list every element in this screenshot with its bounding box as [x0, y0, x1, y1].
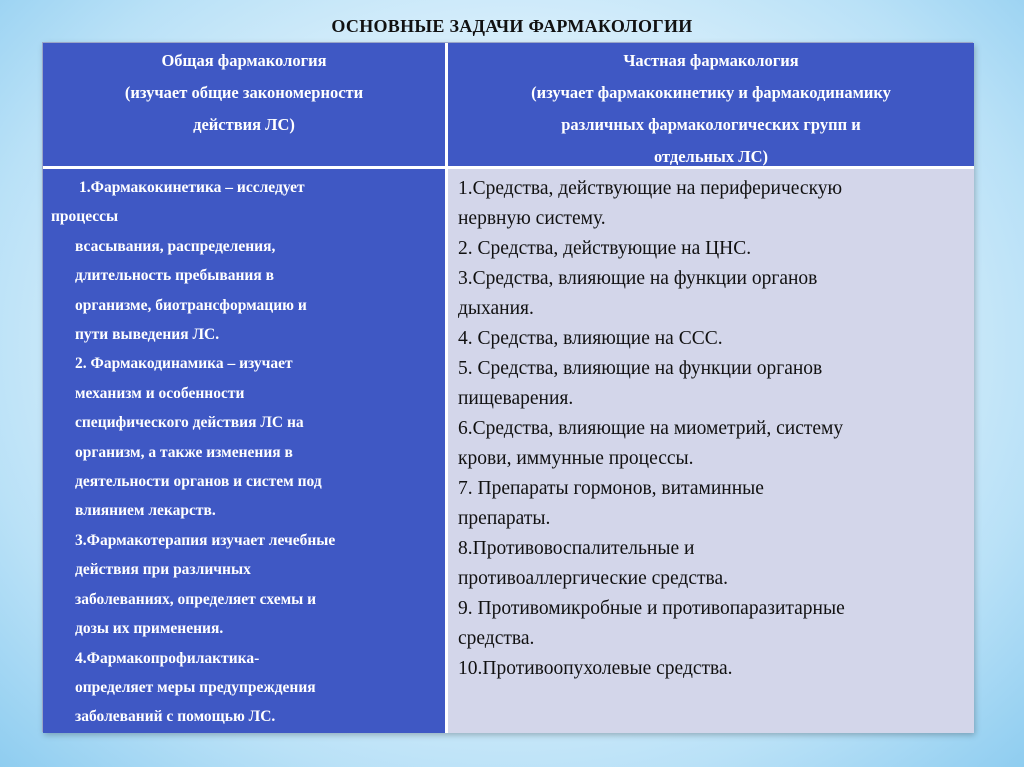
- header-line: действия ЛС): [193, 115, 295, 134]
- group-line: 5. Средства, влияющие на функции органов: [458, 358, 823, 379]
- task-line: 2. Фармакодинамика – изучает: [75, 355, 293, 373]
- slide-title: ОСНОВНЫЕ ЗАДАЧИ ФАРМАКОЛОГИИ: [331, 16, 693, 36]
- task-line: заболеваниях, определяет схемы и: [75, 590, 317, 608]
- header-line: Частная фармакология: [623, 51, 799, 70]
- task-line: организм, а также изменения в: [75, 443, 293, 461]
- general-pharmacology-tasks: [43, 169, 447, 733]
- task-line: 1.Фармакокинетика – исследует: [79, 179, 305, 196]
- task-line: действия при различных: [75, 561, 251, 579]
- group-line: препараты.: [458, 508, 551, 529]
- task-line: 3.Фармакотерапия изучает лечебные: [75, 531, 336, 549]
- header-line: (изучает фармакокинетику и фармакодинамику: [531, 83, 891, 102]
- group-line: 9. Противомикробные и противопаразитарные: [458, 598, 845, 619]
- task-line: длительность пребывания в: [75, 267, 274, 285]
- group-line: 3.Средства, влияющие на функции органов: [458, 268, 818, 289]
- group-line: 2. Средства, действующие на ЦНС.: [458, 238, 752, 259]
- group-line: 8.Противовоспалительные и: [458, 538, 695, 559]
- task-line: 4.Фармакопрофилактика-: [75, 649, 260, 667]
- header-line: отдельных ЛС): [653, 147, 769, 166]
- group-line: 1.Средства, действующие на периферическую: [458, 178, 843, 199]
- group-line: 6.Средства, влияющие на миометрий, систему: [458, 418, 844, 439]
- header-line: (изучает общие закономерности: [124, 83, 364, 102]
- group-line: нервную систему.: [458, 208, 606, 229]
- group-line: пищеварения.: [458, 388, 574, 409]
- general-pharmacology-header: [43, 43, 447, 169]
- task-line: механизм и особенности: [75, 384, 245, 402]
- header-line: Общая фармакология: [161, 51, 327, 70]
- group-line: 4. Средства, влияющие на ССС.: [458, 328, 723, 349]
- group-line: средства.: [458, 628, 535, 649]
- group-line: 7. Препараты гормонов, витаминные: [458, 478, 764, 499]
- task-line: деятельности органов и систем под: [75, 473, 322, 491]
- task-line: определяет меры предупреждения: [75, 678, 316, 696]
- task-line: всасывания, распределения,: [75, 237, 276, 255]
- task-line: специфического действия ЛС на: [75, 414, 304, 432]
- header-line: различных фармакологических групп и: [561, 115, 861, 134]
- task-line: влиянием лекарств.: [75, 502, 216, 520]
- task-line: пути выведения ЛС.: [75, 326, 220, 344]
- special-pharmacology-header: [447, 43, 974, 169]
- pharmacology-table: [42, 42, 973, 732]
- task-line: дозы их применения.: [75, 620, 224, 638]
- group-line: крови, иммунные процессы.: [458, 448, 694, 469]
- special-pharmacology-groups: [447, 169, 974, 733]
- group-line: противоаллергические средства.: [458, 568, 729, 589]
- group-line: 10.Противоопухолевые средства.: [458, 658, 733, 679]
- task-line: процессы: [51, 208, 119, 226]
- group-line: дыхания.: [458, 298, 534, 319]
- task-line: заболеваний с помощью ЛС.: [75, 708, 276, 726]
- task-line: организме, биотрансформацию и: [75, 296, 307, 314]
